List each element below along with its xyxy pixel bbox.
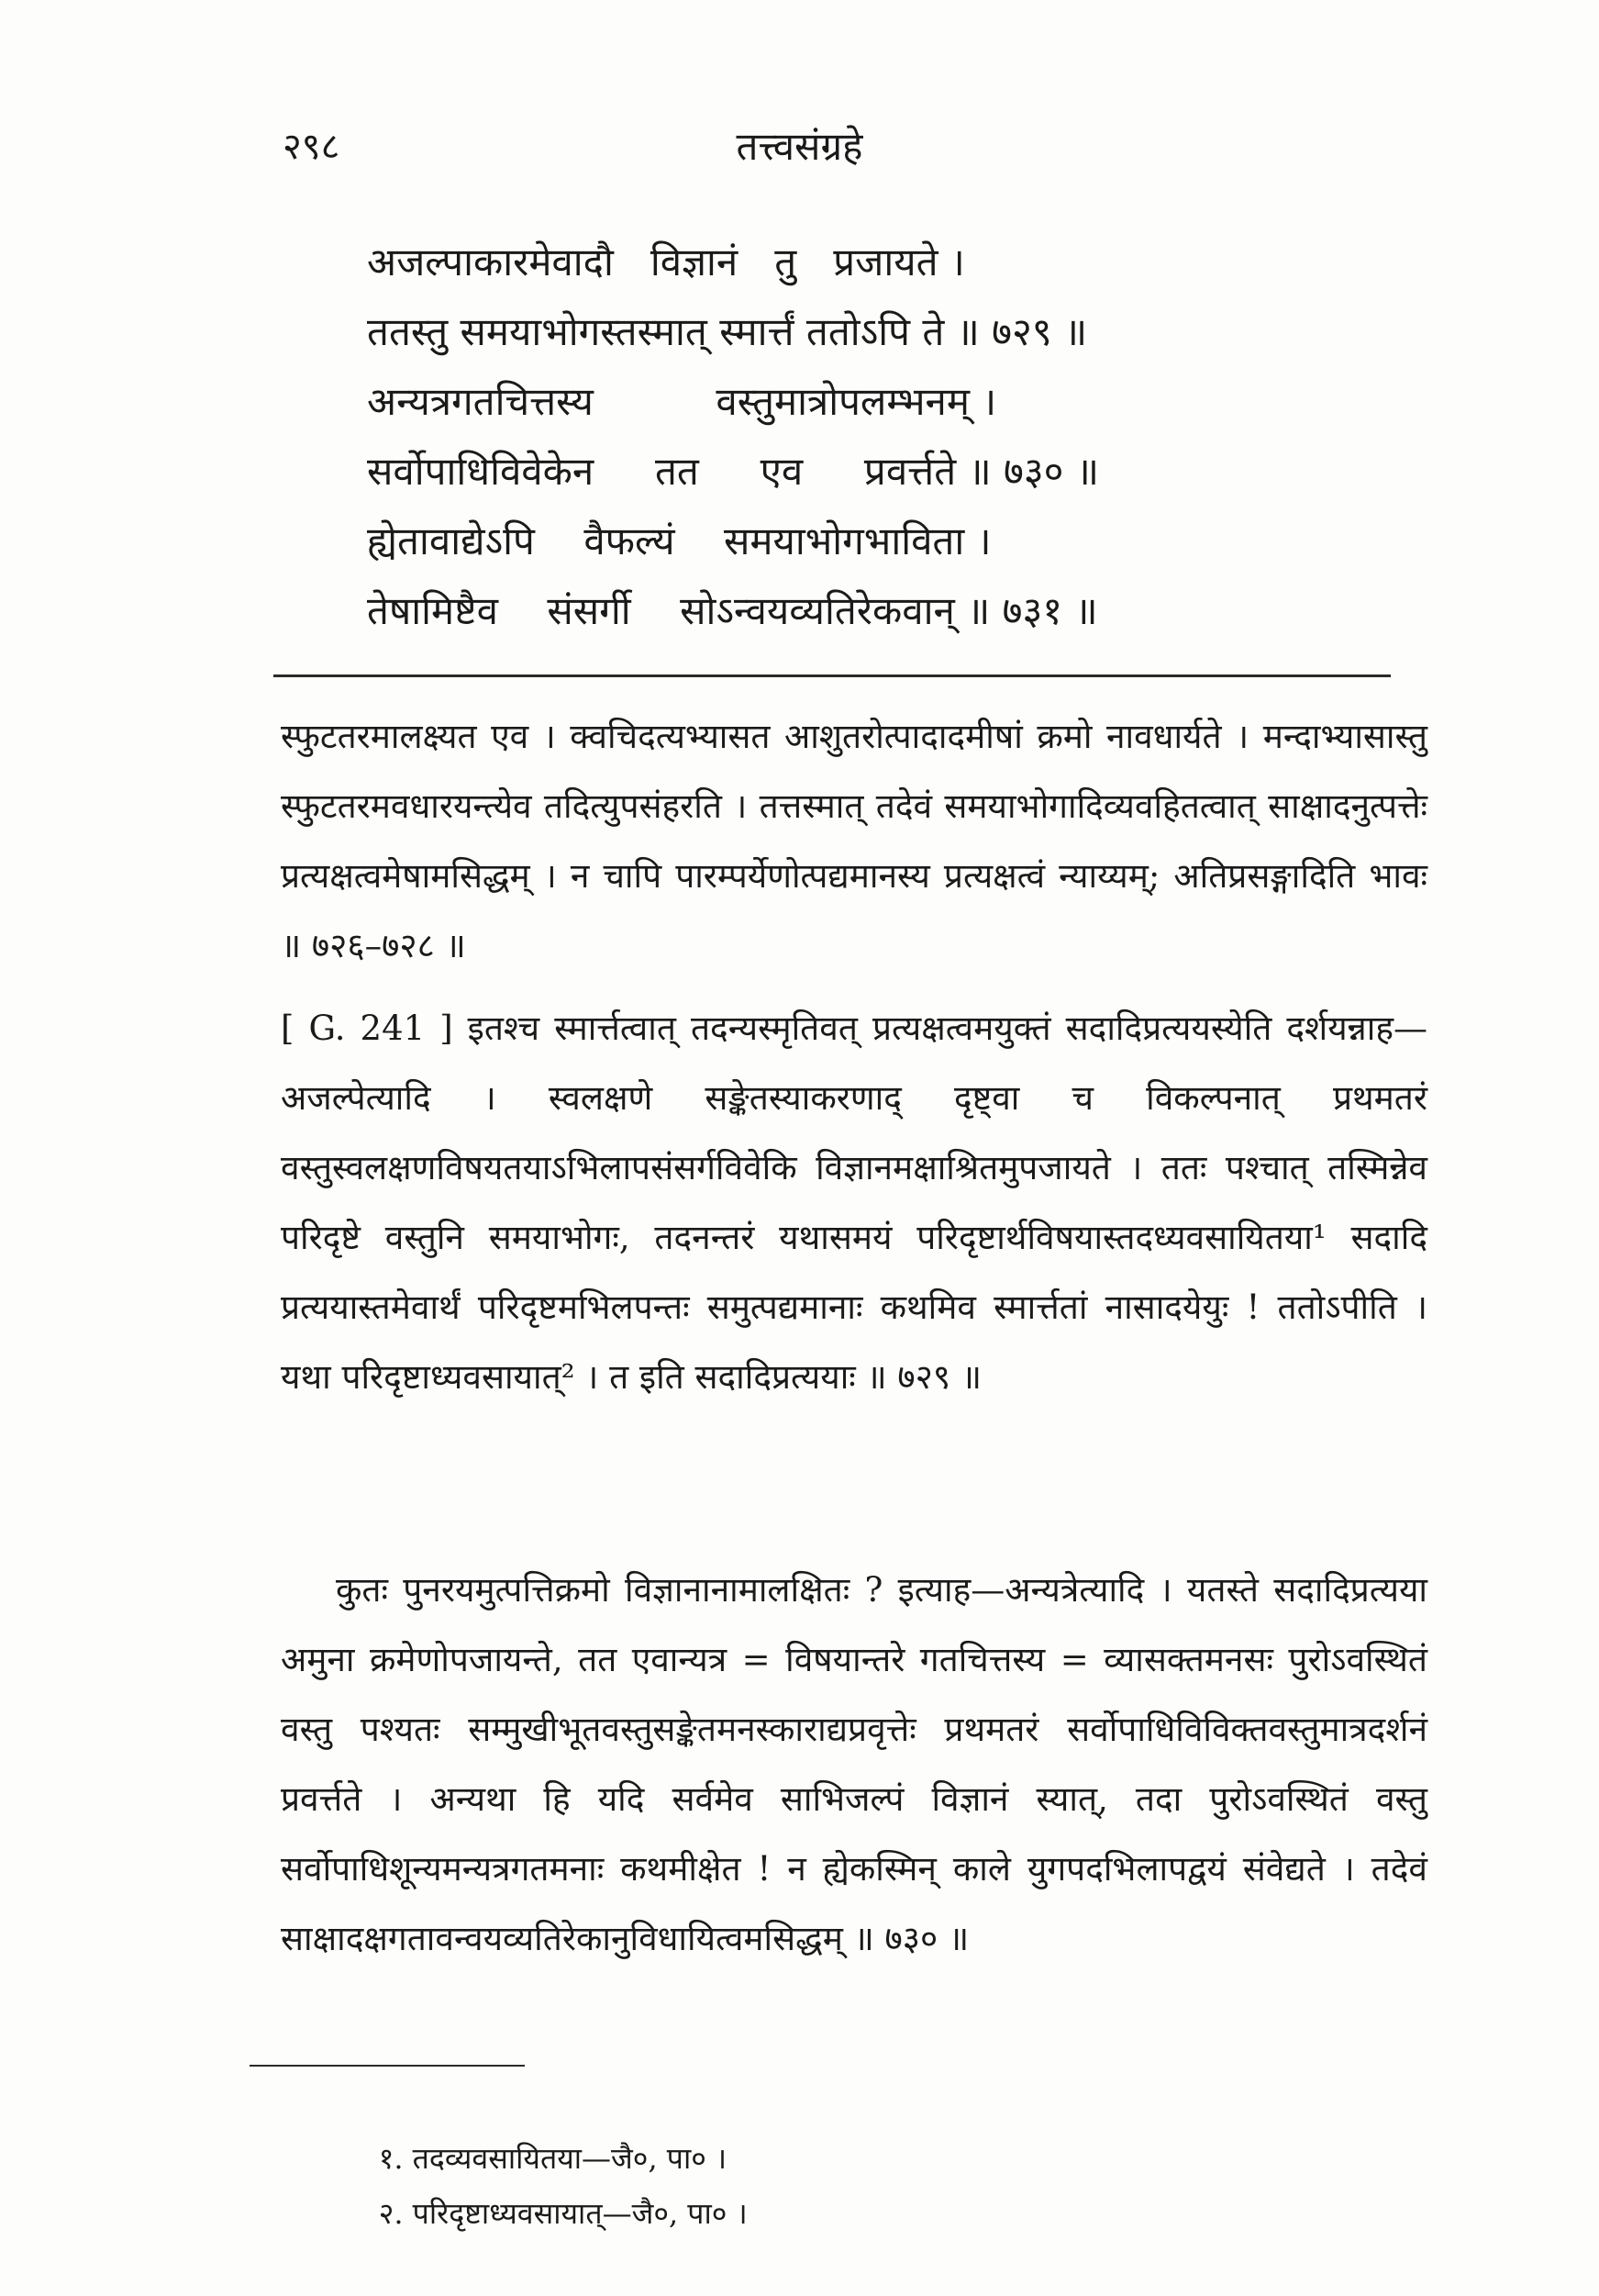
verse-line: ह्येतावाद्येऽपि वैफल्यं समयाभोगभाविता । (367, 518, 992, 563)
footnote-2: २. परिदृष्टाध्यवसायात्—जै०, पा० । (378, 2196, 748, 2231)
verse-line: अजल्पाकारमेवादौ विज्ञानं तु प्रजायते । (367, 240, 965, 284)
commentary-text: स्फुटतरमालक्ष्यत एव । क्वचिदत्यभ्यासत आशुतरोत्पादादमीषां क्रमो नावधार्यते । मन्दाभ्यासास्तु स्फुटतरमवधारयन्त्येव तदित्युपसंहरति । तत्तस्मात् तदेवं समयाभोगादिव्यवहितत्वात् साक्षादनुत्पत्तेः प्रत्यक्षत्वमेषामसिद्धम् । न चापि पारम्पर्येणोत्पद्यमानस्य प्रत्यक्षत्वं न्याय्यम्; अतिप्रसङ्गादिति भावः ॥ ७२६–७२८ ॥ (281, 717, 1427, 965)
footnotes (341, 2076, 1442, 2296)
verse-line: तेषामिष्टैव संसर्गी सोऽन्वयव्यतिरेकवान् ॥ ७३१ ॥ (367, 588, 1098, 633)
verse-line: सर्वोपाधिविवेकेन तत एव प्रवर्त्तते ॥ ७३० ॥ (367, 449, 1100, 494)
verse-divider (273, 674, 1391, 677)
commentary-paragraph-2 (281, 994, 1427, 1412)
footnote-divider (250, 2065, 525, 2067)
commentary-paragraph-1 (281, 702, 1427, 981)
commentary-text: कुतः पुनरयमुत्पत्तिक्रमो विज्ञानानामालक्षितः ? इत्याह—अन्यत्रेत्यादि । यतस्ते सदादिप्रत्यया अमुना क्रमेणोपजायन्ते, तत एवान्यत्र = विषयान्तरे गतचित्तस्य = व्यासक्तमनसः पुरोऽवस्थितं वस्तु पश्यतः सम्मुखीभूतवस्तुसङ्केतमनस्काराद्यप्रवृत्तेः प्रथमतरं सर्वोपाधिविविक्तवस्तुमात्रदर्शनं प्रवर्त्तते । अन्यथा हि यदि सर्वमेव साभिजल्पं विज्ञानं स्यात्, तदा पुरोऽवस्थितं वस्तु सर्वोपाधिशून्यमन्यत्रगतमनाः कथमीक्षेत ! न ह्येकस्मिन् काले युगपदभिलापद्वयं संवेद्यते । तदेवं साक्षादक्षगतावन्वयव्यतिरेकानुविधायित्वमसिद्धम् ॥ ७३० ॥ (281, 1570, 1427, 1958)
commentary-text: [ G. 241 ] इतश्च स्मार्त्तत्वात् तदन्यस्मृतिवत् प्रत्यक्षत्वमयुक्तं सदादिप्रत्ययस्येति दर्शयन्नाह—अजल्पेत्यादि । स्वलक्षणे सङ्केतस्याकरणाद् दृष्ट्वा च विकल्पनात् प्रथमतरं वस्तुस्वलक्षणविषयतयाऽभिलापसंसर्गविवेकि विज्ञानमक्षाश्रितमुपजायते । ततः पश्चात् तस्मिन्नेव परिदृष्टे वस्तुनि समयाभोगः, तदनन्तरं यथासमयं परिदृष्टार्थविषयास्तदध्यवसायितया¹ सदादि प्रत्ययास्तमेवार्थं परिदृष्टमभिलपन्तः समुत्पद्यमानाः कथमिव स्मार्त्ततां नासादयेयुः ! ततोऽपीति । यथा परिदृष्टाध्यवसायात्² । त इति सदादिप्रत्ययाः ॥ ७२९ ॥ (281, 1009, 1427, 1397)
verse-block (367, 228, 1376, 646)
verse-line: ततस्तु समयाभोगस्तस्मात् स्मार्त्तं ततोऽपि ते ॥ ७२९ ॥ (367, 309, 1088, 354)
footnote-1: १. तदव्यवसायितया—जै०, पा० । (378, 2141, 727, 2176)
page-number: २९८ (283, 126, 340, 168)
verse-line: अन्यत्रगतचित्तस्य वस्तुमात्रोपलम्भनम् । (367, 379, 997, 424)
running-title: तत्त्वसंग्रहे (736, 124, 863, 169)
commentary-paragraph-3 (281, 1555, 1427, 1974)
